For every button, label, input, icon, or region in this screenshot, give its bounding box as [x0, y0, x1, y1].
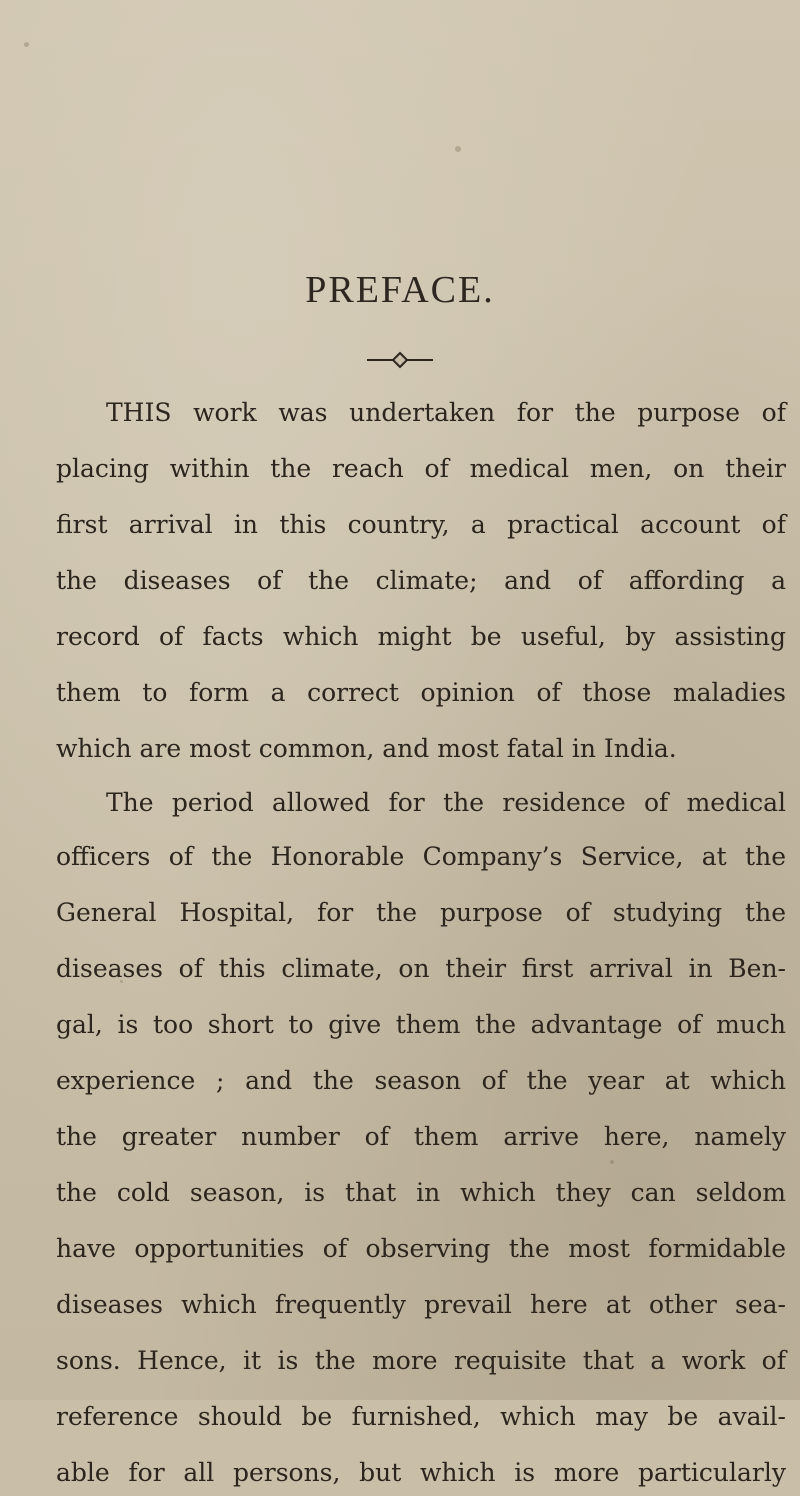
text-line — [56, 890, 786, 936]
text-line — [56, 946, 786, 992]
text-line — [56, 726, 736, 772]
text-line-content: have opportunities of observing the most formidable — [56, 1234, 786, 1263]
text-line-content: reference should be furnished, which may be avail- — [56, 1402, 786, 1431]
paper-spot — [24, 42, 29, 47]
text-line — [56, 502, 786, 548]
text-line — [56, 1002, 786, 1048]
text-line-content: THIS work was undertaken for the purpose of — [106, 398, 786, 427]
text-line-content: the diseases of the climate; and of affording a — [56, 566, 786, 595]
text-line — [56, 1058, 786, 1104]
text-line — [56, 614, 786, 660]
text-line — [56, 1338, 786, 1384]
paper-spot — [610, 1160, 614, 1164]
text-line — [56, 1170, 786, 1216]
text-line — [56, 1282, 786, 1328]
text-line — [106, 780, 786, 826]
text-line — [56, 1450, 786, 1496]
text-line-content: The period allowed for the residence of medical — [106, 788, 786, 817]
text-line-content: the greater number of them arrive here, namely — [56, 1122, 786, 1151]
diamond-rule-ornament-icon — [365, 352, 435, 368]
text-line — [56, 1114, 786, 1160]
text-line-content: record of facts which might be useful, by assisting — [56, 622, 786, 651]
text-line-content: diseases of this climate, on their first arrival in Ben- — [56, 954, 786, 983]
text-line-content: them to form a correct opinion of those maladies — [56, 678, 786, 707]
text-line — [56, 1226, 786, 1272]
text-line-content: able for all persons, but which is more particularly — [56, 1458, 786, 1487]
text-line-content: diseases which frequently prevail here at other sea- — [56, 1290, 786, 1319]
page-title: PREFACE. — [305, 269, 495, 311]
text-line — [56, 446, 786, 492]
text-line — [56, 558, 786, 604]
text-line-content: gal, is too short to give them the advantage of much — [56, 1010, 786, 1039]
text-line-content: experience ; and the season of the year at which — [56, 1066, 786, 1095]
text-line — [56, 834, 786, 880]
paper-spot — [455, 146, 461, 152]
text-line — [106, 390, 786, 436]
text-line-content: which are most common, and most fatal in India. — [56, 734, 677, 763]
text-line-content: the cold season, is that in which they can seldom — [56, 1178, 786, 1207]
text-line — [56, 1394, 786, 1440]
text-line-content: General Hospital, for the purpose of studying the — [56, 898, 786, 927]
text-line-content: first arrival in this country, a practical account of — [56, 510, 786, 539]
text-line-content: placing within the reach of medical men, on their — [56, 454, 786, 483]
text-line-content: officers of the Honorable Company’s Service, at the — [56, 842, 786, 871]
text-line — [56, 670, 786, 716]
text-line-content: sons. Hence, it is the more requisite that a work of — [56, 1346, 786, 1375]
